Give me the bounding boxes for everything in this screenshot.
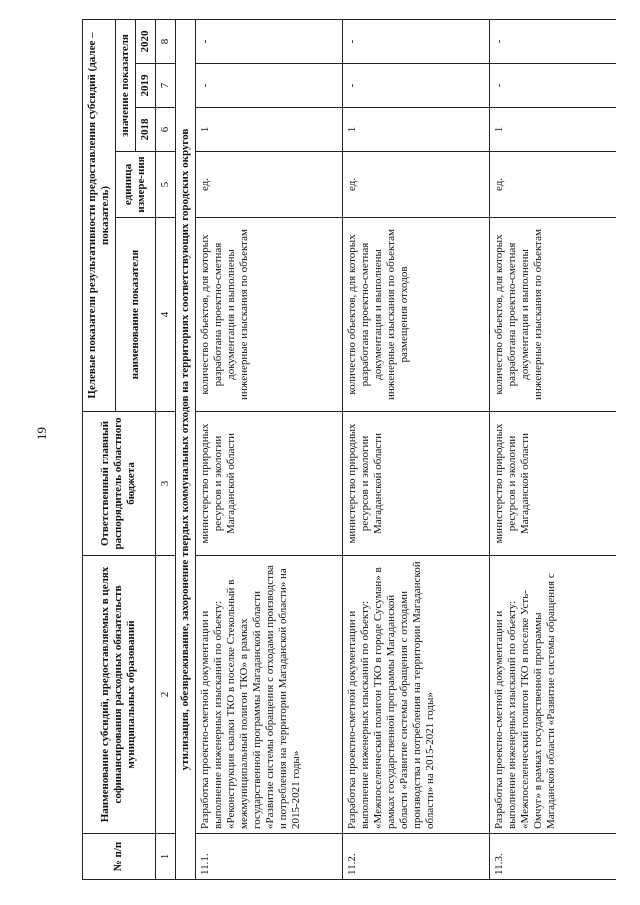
row-value-2018: 1 (489, 108, 616, 152)
col-number: 8 (155, 20, 175, 64)
header-num: № п/п (83, 834, 156, 880)
row-unit: ед. (489, 152, 616, 218)
col-number: 3 (155, 412, 175, 556)
row-name: Разработка проектно-сметной документации и выполнение инженерных изысканий по объекту: «Межпоселенческий полигон ТКО в городе Сусуман» в рамках государственной программы Магаданской области «Развитие системы обращения с отходами производства и потребления на территории Магаданской области» на 2015-2021 годы» (342, 556, 489, 834)
header-unit: единица измере-ния (115, 152, 155, 218)
row-value-2020: - (342, 20, 489, 64)
row-responsible: министерство природных ресурсов и экологии Магаданской области (195, 412, 342, 556)
row-value-2019: - (195, 64, 342, 108)
col-number: 6 (155, 108, 175, 152)
header-year-2019: 2019 (135, 64, 155, 108)
table-row (342, 20, 489, 880)
subsidy-table (82, 19, 616, 880)
row-indicator: количество объектов, для которых разработана проектно-сметная документация и выполнены инженерные изыскания по объектам (489, 218, 616, 412)
row-responsible: министерство природных ресурсов и экологии Магаданской области (342, 412, 489, 556)
section-title: утилизация, обезвреживание, захоронение твердых коммунальных отходов на территориях соответствующих городских округов (175, 20, 195, 880)
header-responsible: Ответственный главный распорядитель областного бюджета (83, 412, 156, 556)
row-indicator: количество объектов, для которых разработана проектно-сметная документация и выполнены инженерные изыскания по объектам размещения отходов (342, 218, 489, 412)
row-name: Разработка проектно-сметной документации и выполнение инженерных изысканий по объекту: «Межпоселенческий полигон ТКО в поселке Усть-Омчуг» в рамках государственной программы Магаданской области «Развитие системы обращения с (489, 556, 616, 834)
row-value-2018: 1 (342, 108, 489, 152)
row-value-2020: - (195, 20, 342, 64)
col-number: 5 (155, 152, 175, 218)
row-value-2020: - (489, 20, 616, 64)
row-indicator: количество объектов, для которых разработана проектно-сметная документация и выполнены инженерные изыскания по объектам (195, 218, 342, 412)
row-unit: ед. (195, 152, 342, 218)
col-number: 4 (155, 218, 175, 412)
col-number: 1 (155, 834, 175, 880)
row-value-2018: 1 (195, 108, 342, 152)
header-targets: Целевые показатели результативности предоставления субсидий (далее – показатель) (83, 20, 116, 412)
header-name: Наименование субсидий, предоставляемых в целях софинансирования расходных обязательств муниципальных образований (83, 556, 156, 834)
page-number: 19 (34, 427, 49, 440)
header-year-2018: 2018 (135, 108, 155, 152)
header-year-2020: 2020 (135, 20, 155, 64)
row-value-2019: - (489, 64, 616, 108)
row-number: 11.3. (489, 834, 616, 880)
row-value-2019: - (342, 64, 489, 108)
row-number: 11.1. (195, 834, 342, 880)
table-row (195, 20, 342, 880)
row-responsible: министерство природных ресурсов и экологии Магаданской области (489, 412, 616, 556)
rotated-table-container (82, 20, 616, 880)
header-indicator-name: наименование показателя (115, 218, 155, 412)
row-number: 11.2. (342, 834, 489, 880)
row-unit: ед. (342, 152, 489, 218)
col-number: 2 (155, 556, 175, 834)
col-number: 7 (155, 64, 175, 108)
header-value: значение показателя (115, 20, 135, 152)
row-name: Разработка проектно-сметной документации и выполнение инженерных изысканий по объекту: «Реконструкция свалки ТКО в поселке Стекольный в межмуниципальный полигон ТКО» в рамках государственной программы Магаданской области «Развитие системы обращения с отходами производства и потребления на территории Магаданской области» на 2015-2021 годы» (195, 556, 342, 834)
table-row (489, 20, 616, 880)
